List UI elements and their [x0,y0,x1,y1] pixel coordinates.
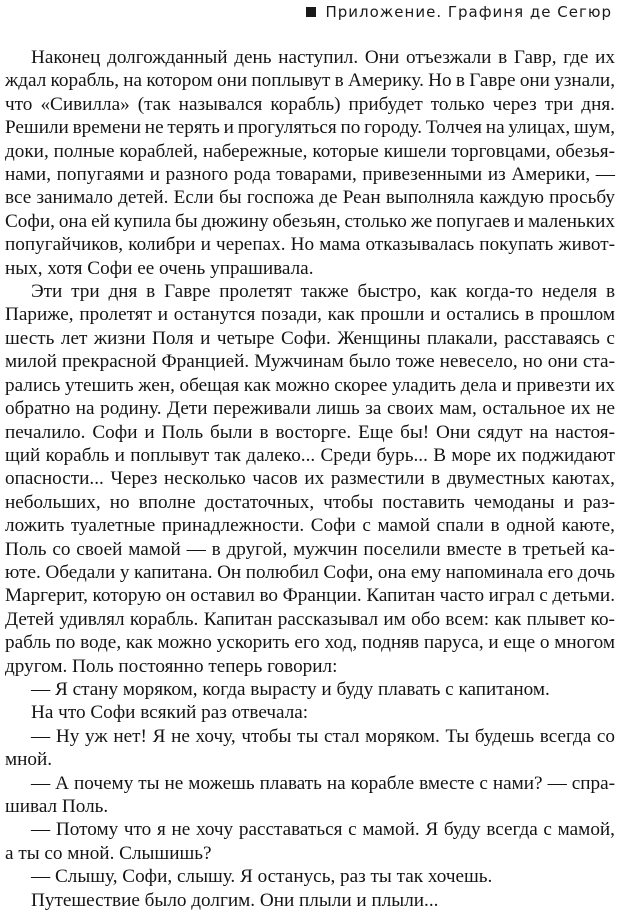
header-square-marker [306,7,316,17]
running-header [306,3,612,21]
text-line: другом. Поль постоянно теперь говорил: [5,655,338,677]
text-line: милой прекрасной Францией. Мужчинам было тоже невесело, но они ста- [5,351,615,373]
text-line: обратно на родину. Дети переживали лишь за своих мам, остальное их не [5,398,615,420]
text-line: все занимало детей. Если бы госпожа де Реан выполняла каждую просьбу [5,187,615,209]
text-line: Наконец долгожданный день наступил. Они отъезжали в Гавр, где их [31,47,615,68]
text-line: — Я стану моряком, когда вырасту и буду плавать с капитаном. [31,678,550,700]
text-line: ных, хотя Софи ее очень упрашивала. [5,257,314,279]
text-line: а ты со мной. Слышишь? [5,842,212,864]
text-line: Эти три дня в Гавре пролетят также быстро, как когда-то неделя в [31,281,616,303]
text-line: рабль по воде, как можно ускорить его ход, подняв паруса, и еще о многом [5,632,616,654]
text-line: Париже, пролетят и останутся позади, как прошли и остались в прошлом [5,304,616,326]
text-line: Софи, она ей купила бы дюжину обезьян, столько же попугаев и маленьких [5,210,615,232]
text-line: щий корабль и поплывут так далеко... Среди бурь... В море их поджидают [5,444,616,466]
text-line: юте. Обедали у капитана. Он полюбил Софи, она ему напоминала его дочь [5,561,615,583]
text-line: шивал Поль. [5,796,109,817]
text-line: нами, попугаями и разного рода товарами, привезенными из Америки, — [5,164,615,186]
text-line: шесть лет жизни Поля и четыре Софи. Женщины плакали, расставаясь с [5,327,615,349]
text-line: мной. [5,749,53,771]
running-title: Приложение. Графиня де Сегюр [325,3,612,21]
text-line: небольших, но вполне достаточных, чтобы поставить чемоданы и раз- [5,491,616,513]
text-line: опасности... Через несколько часов их разместили в двуместных каютах, [5,468,615,490]
body-text [5,46,615,912]
text-line: Путешествие было долгим. Они плыли и плыли... [31,889,439,911]
text-line: печалило. Софи и Поль были в восторге. Еще бы! Они сядут на настоя- [5,421,615,443]
text-line: рались утешить жен, обещая как можно скорее уладить дела и привезти их [5,374,615,396]
text-line: — Слышу, Софи, слышу. Я останусь, раз ты так хочешь. [31,866,493,888]
text-line: доки, полные кораблей, набережные, которые кишели торговцами, обезья- [5,140,615,162]
text-line: Решили времени не терять и прогуляться по городу. Толчея на улицах, шум, [5,117,616,139]
text-line: Маргерит, которую он оставил во Франции. Капитан часто играл с детьми. [5,585,615,607]
text-line: ложить туалетные принадлежности. Софи с мамой спали в одной каюте, [5,515,615,537]
text-line: Детей удивлял корабль. Капитан рассказывал им обо всем: как плывет ко- [5,608,615,630]
text-line: Поль со своей мамой — в другой, мужчин поселили вместе в третьей ка- [5,538,615,560]
text-line: попугайчиков, колибри и черепах. Но мама отказывалась покупать живот- [5,234,615,256]
text-line: — Потому что я не хочу расставаться с мамой. Я буду всегда с мамой, [31,819,615,841]
text-line: — А почему ты не можешь плавать на корабле вместе с нами? — спра- [31,772,616,794]
text-line: На что Софи всякий раз отвечала: [31,702,309,724]
text-line: ждал корабль, на котором они поплывут в Америку. Но в Гавре они узнали, [5,70,615,92]
text-line: — Ну уж нет! Я не хочу, чтобы ты стал моряком. Ты будешь всегда со [31,725,615,747]
text-line: что «Сивилла» (так назывался корабль) прибудет только через три дня. [5,93,615,115]
